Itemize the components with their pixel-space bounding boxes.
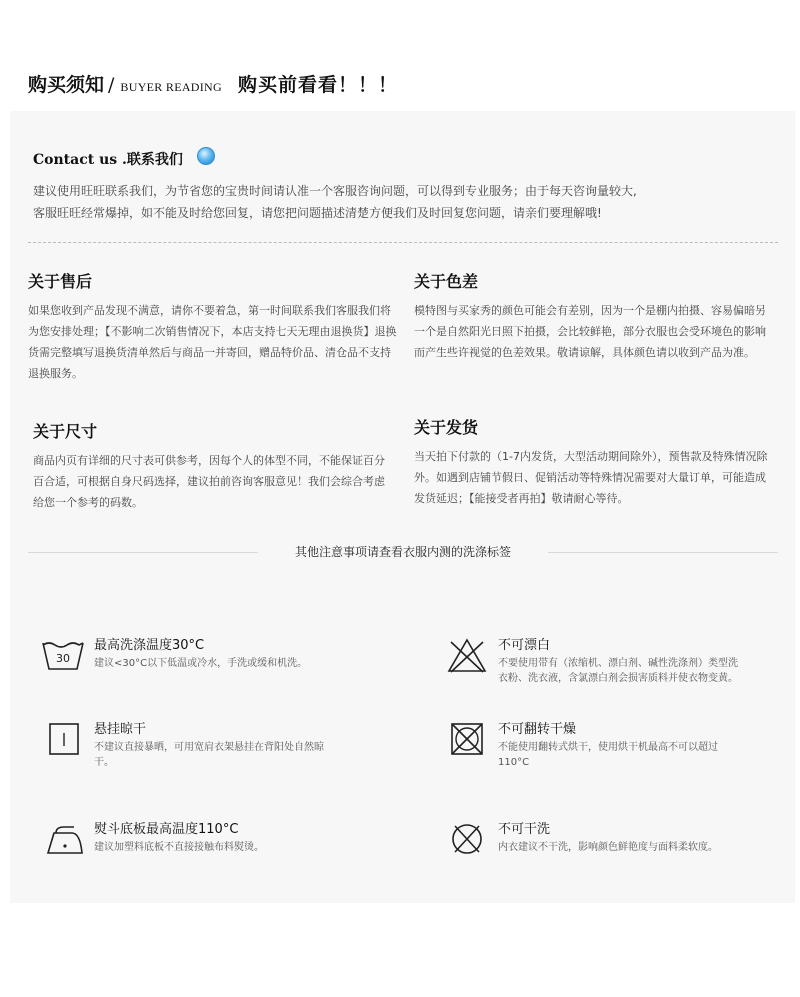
care-no-bleach — [444, 637, 744, 686]
care-desc: 建议<30°C以下低温或冷水，手洗或缓和机洗。 — [94, 658, 308, 669]
section-title: 关于色差 — [414, 272, 479, 291]
care-title: 不可翻转干燥 — [498, 722, 577, 737]
section-title: 关于尺寸 — [33, 422, 98, 441]
care-desc: 不要使用带有（浓缩机、漂白剂、碱性洗涤剂）类型洗衣粉、洗衣液，含氯漂白剂会损害质料并使衣物变黄。 — [498, 658, 738, 684]
section-body: 如果您收到产品发现不满意，请你不要着急，第一时间联系我们客服我们将为您安排处理；【不影响二次销售情况下，本店支持七天无理由退换货】退换货需完整填写退换货清单然后与商品一并寄回，赠品特价品、清仓品不支持退换服务。 — [28, 304, 397, 380]
care-hang-dry — [40, 721, 340, 770]
section-after-sale — [28, 269, 400, 384]
contact-title: Contact us .联系我们 — [33, 152, 183, 168]
care-title: 不可漂白 — [498, 638, 551, 653]
care-desc: 不建议直接暴晒，可用宽肩衣架悬挂在背阳处自然晾干。 — [94, 742, 324, 768]
contact-text — [33, 180, 773, 224]
section-title: 关于发货 — [414, 418, 479, 437]
section-body: 当天拍下付款的（1-7内发货，大型活动期间除外），预售款及特殊情况除外。如遇到店铺节假日、促销活动等特殊情况需要对大量订单，可能造成发货延迟；【能接受者再拍】敬请耐心等待。 — [414, 450, 768, 505]
page-header — [28, 70, 398, 100]
care-heading-row — [28, 541, 778, 563]
header-title-cn: 购买须知 — [28, 74, 105, 96]
section-body: 模特图与买家秀的颜色可能会有差别，因为一个是棚内拍摄、容易偏暗另一个是自然阳光日照下拍摄，会比较鲜艳，部分衣服也会受环境色的影响而产生些许视觉的色差效果。敬请谅解，具体颜色请以收到产品为准。 — [414, 304, 766, 359]
iron-icon — [40, 821, 86, 859]
hang-dry-icon — [40, 721, 86, 759]
info-panel — [10, 111, 795, 903]
no-dry-clean-icon — [444, 821, 490, 859]
wash-30-icon — [40, 637, 86, 675]
contact-heading — [33, 149, 215, 169]
wangwang-icon[interactable] — [197, 147, 215, 165]
contact-text-line-2: 客服旺旺经常爆掉，如不能及时给您回复，请您把问题描述清楚方便我们及时回复您问题，请亲们要理解哦! — [33, 206, 602, 220]
care-wash — [40, 637, 370, 675]
wash-temp-label: 30 — [56, 652, 70, 665]
section-title: 关于售后 — [28, 272, 93, 291]
care-title: 悬挂晾干 — [94, 722, 147, 737]
no-tumble-dry-icon — [444, 721, 490, 759]
header-notice: 购买前看看！！！ — [238, 74, 399, 96]
section-color-diff — [414, 269, 770, 363]
care-desc: 内衣建议不干洗，影响颜色鲜艳度与面料柔软度。 — [498, 842, 718, 853]
care-iron — [40, 821, 370, 859]
care-no-dry-clean — [444, 821, 774, 859]
care-title: 不可干洗 — [498, 822, 551, 837]
no-bleach-icon — [444, 637, 490, 675]
care-heading: 其他注意事项请查看衣服内测的洗涤标签 — [285, 545, 521, 559]
dashed-divider — [28, 242, 778, 243]
section-shipping — [414, 415, 774, 509]
section-size — [33, 419, 395, 513]
contact-text-line-1: 建议使用旺旺联系我们，为节省您的宝贵时间请认准一个客服咨询问题，可以得到专业服务；由于每天咨询量较大, — [33, 184, 637, 198]
care-desc: 不能使用翻转式烘干，使用烘干机最高不可以超过110°C — [498, 742, 718, 768]
care-no-tumble — [444, 721, 744, 770]
care-desc: 建议加塑料底板不直接接触布料熨烫。 — [94, 842, 264, 853]
section-body: 商品内页有详细的尺寸表可供参考，因每个人的体型不同，不能保证百分百合适，可根据自身尺码选择，建议拍前咨询客服意见！我们会综合考虑给您一个参考的码数。 — [33, 454, 385, 509]
header-title-en: BUYER READING — [120, 80, 222, 94]
care-title: 熨斗底板最高温度110°C — [94, 822, 239, 837]
care-title: 最高洗涤温度30°C — [94, 638, 205, 653]
header-separator: / — [108, 74, 115, 96]
